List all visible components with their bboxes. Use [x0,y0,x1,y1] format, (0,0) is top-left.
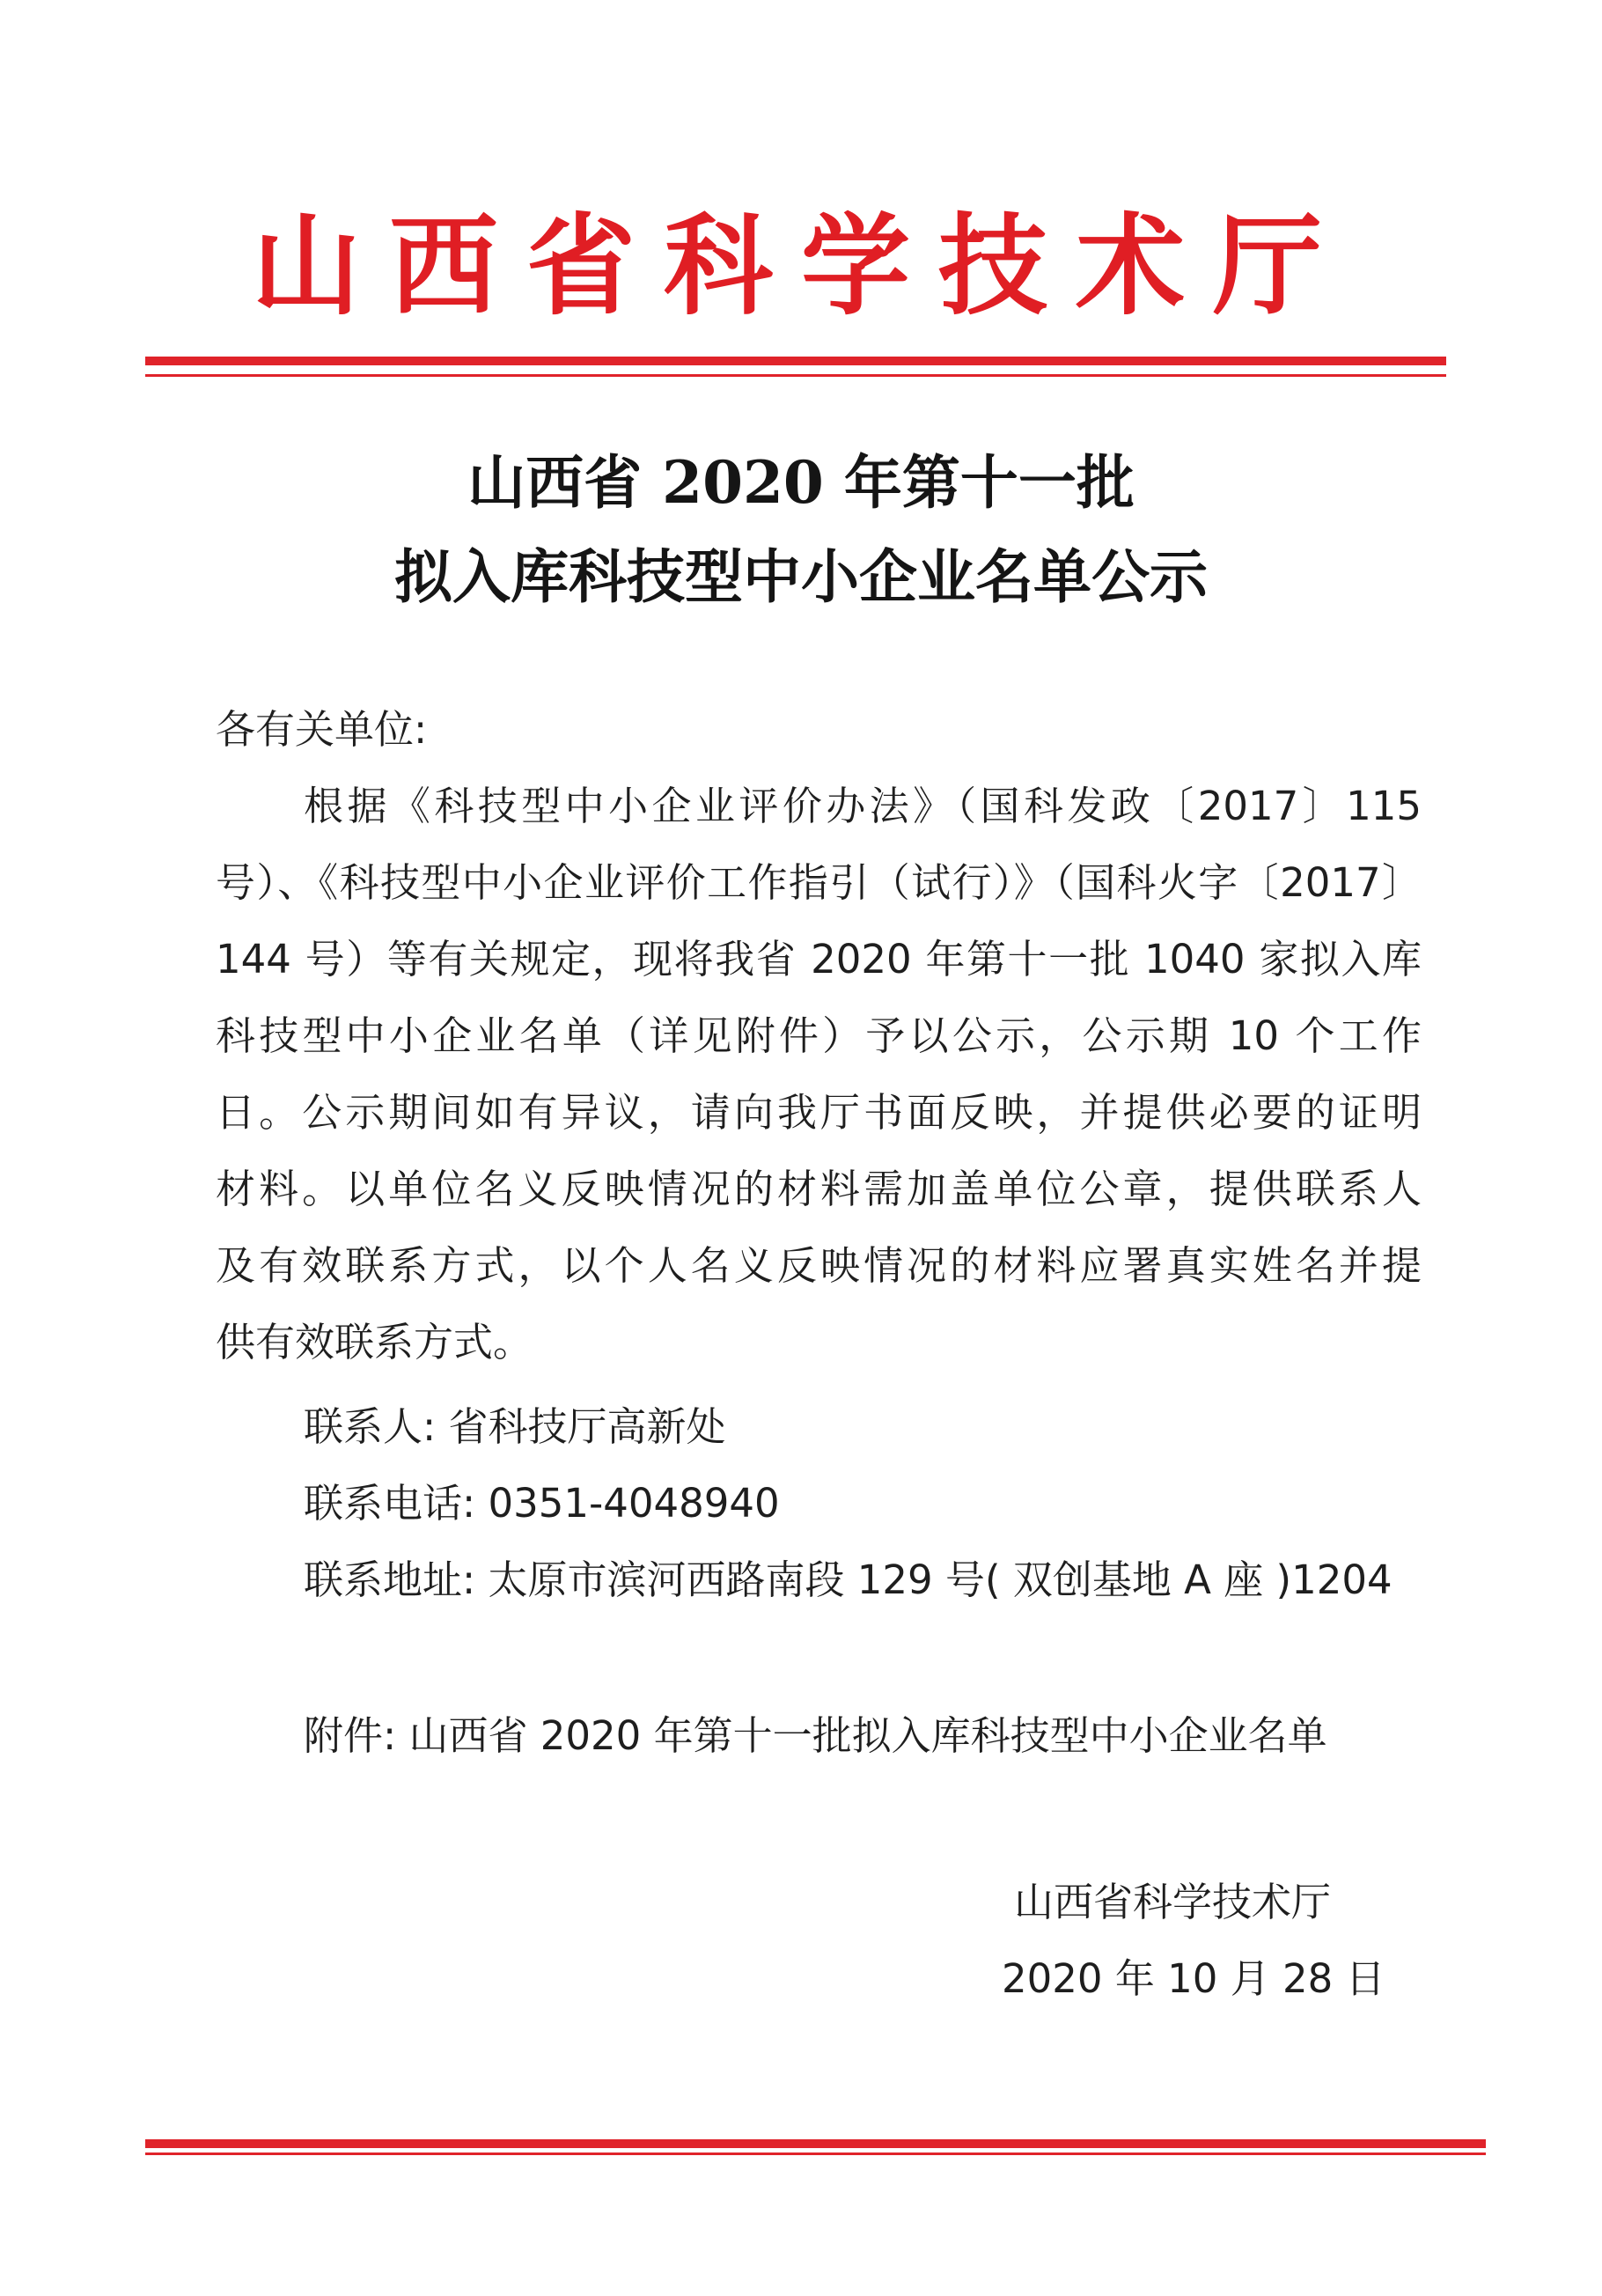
paragraph-line: 材料。以单位名义反映情况的材料需加盖单位公章，提供联系人 [216,1166,1422,1212]
paragraph-line: 科技型中小企业名单（详见附件）予以公示，公示期 10 个工作 [216,1012,1422,1059]
header-rule-thin [145,374,1446,377]
contact-address: 联系地址: 太原市滨河西路南段 129 号( 双创基地 A 座 )1204 [304,1556,1393,1603]
paragraph-line: 及有效联系方式，以个人名义反映情况的材料应署真实姓名并提 [216,1242,1422,1289]
signature-date: 2020 年 10 月 28 日 [1002,1955,1385,2002]
body-paragraph [216,768,1422,1380]
document-title-line-2: 拟入库科技型中小企业名单公示 [394,542,1208,611]
footer-rule-thick [145,2139,1486,2148]
footer-rule-thin [145,2152,1486,2155]
salutation: 各有关单位: [216,706,428,753]
header-rule-thick [145,357,1446,365]
paragraph-line: 号）、《科技型中小企业评价工作指引（试行）》（国科火字〔2017〕 [216,859,1422,906]
paragraph-line: 144 号）等有关规定，现将我省 2020 年第十一批 1040 家拟入库 [216,936,1422,982]
paragraph-line: 供有效联系方式。 [216,1319,533,1365]
contact-person: 联系人: 省科技厅高新处 [304,1403,726,1450]
organization-header: 山西省科学技术厅 [251,202,1350,330]
paragraph-line: 日。公示期间如有异议，请向我厅书面反映，并提供必要的证明 [216,1089,1422,1136]
contact-phone: 联系电话: 0351-4048940 [304,1480,780,1527]
attachment-note: 附件: 山西省 2020 年第十一批拟入库科技型中小企业名单 [304,1712,1327,1759]
paragraph-line: 根据《科技型中小企业评价办法》（国科发政〔2017〕115 [304,783,1422,829]
document-title-line-1: 山西省 2020 年第十一批 [467,448,1135,517]
signature-organization: 山西省科学技术厅 [1014,1879,1332,1925]
